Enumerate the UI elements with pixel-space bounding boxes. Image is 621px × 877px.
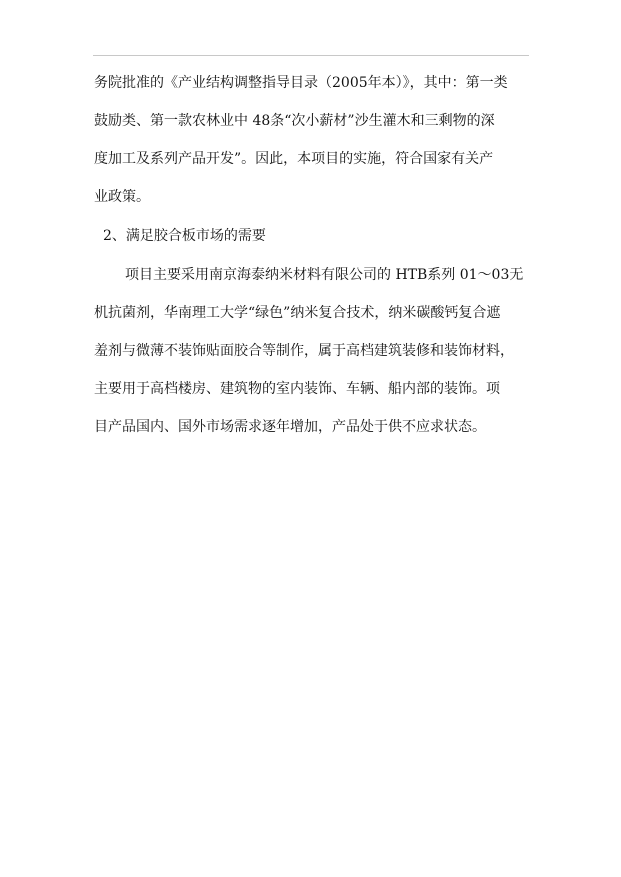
paragraph-2-line-4: 主要用于高档楼房、建筑物的室内装饰、车辆、船内部的装饰。项 [94, 381, 500, 397]
paragraph-1-line-1: 务院批准的《产业结构调整指导目录（2005年本）》，其中：第一类 [94, 75, 508, 91]
section-heading: 2、满足胶合板市场的需要 [103, 228, 266, 244]
paragraph-2-line-2: 机抗菌剂，华南理工大学“绿色”纳米复合技术，纳米碳酸钙复合遮 [94, 305, 501, 321]
paragraph-1-line-4: 业政策。 [94, 189, 150, 205]
paragraph-2-line-5: 目产品国内、国外市场需求逐年增加，产品处于供不应求状态。 [94, 419, 486, 435]
paragraph-1-line-3: 度加工及系列产品开发”。因此，本项目的实施，符合国家有关产 [94, 151, 494, 167]
paragraph-1-line-2: 鼓励类、第一款农林业中 48条“次小薪材”沙生灌木和三剩物的深 [94, 113, 495, 129]
header-rule [93, 55, 529, 56]
paragraph-2-line-3: 羞剂与微薄不装饰贴面胶合等制作，属于高档建筑装修和装饰材料， [94, 343, 514, 359]
paragraph-2-line-1: 项目主要采用南京海泰纳米材料有限公司的 HTB系列 01～03无 [125, 267, 524, 283]
